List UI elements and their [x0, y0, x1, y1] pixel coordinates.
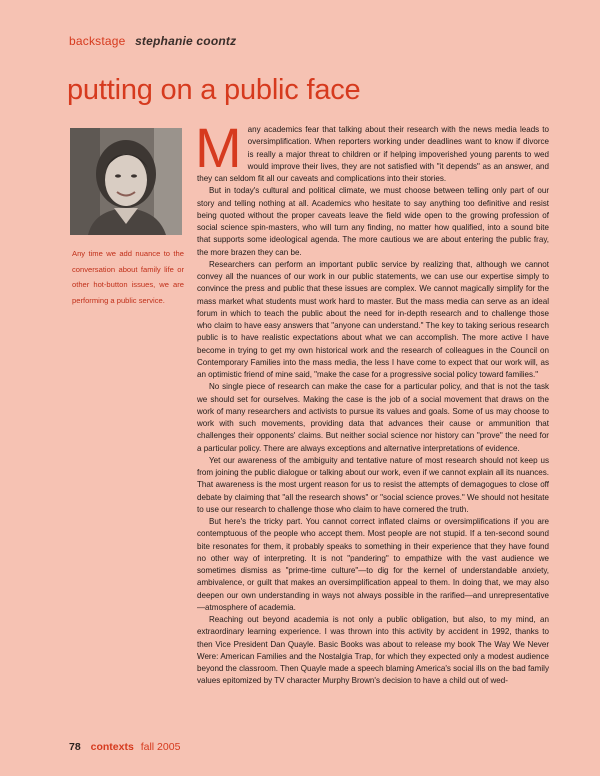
- drop-cap: M: [195, 116, 242, 179]
- article-body: [195, 116, 549, 688]
- paragraph: Yet our awareness of the ambiguity and tentative nature of most research should not keep us from joining the public dialogue or talking about our work, even if we cannot explain all its nuances. That awareness is the most urgent reason for us to resist the attempts of demagogues to close off debate by claiming that "all the research shows" or "social science proves." We should not hesitate to use our research to challenge those who claim to have cornered the truth.: [197, 455, 549, 514]
- paragraph: No single piece of research can make the case for a particular policy, and that is not the task we should set for ourselves. Making the case is the job of a social movement that draws on the work of many researchers and activists to pursue its values and goals. Some of us may choose to work with such movements, providing data that advances their cause or ammunition that challenges their opponents' claims. But neither social science nor history can "prove" the need for a particular policy. There are always exceptions and alternative interpretations of evidence.: [197, 382, 549, 453]
- pull-quote-caption: Any time we add nuance to the conversation about family life or other hot-button issues, we are performing a public service.: [72, 249, 184, 305]
- issue-label: fall 2005: [140, 741, 181, 753]
- portrait-image: [70, 128, 182, 235]
- section-label: backstage: [69, 34, 126, 48]
- running-header: [69, 34, 236, 48]
- paragraph: [195, 116, 549, 185]
- paragraph: But here's the tricky part. You cannot correct inflated claims or oversimplifications if you are contemptuous of the people who accept them. Most people are not stupid. If a ten-second sound bite resonates for them, it probably speaks to something in their experience that they have found no other way of interpreting. It is not "pandering" to empathize with the vast audience we sometimes dismiss as "prime-time culture"—to dig for the kernel of understandable anxiety, ambivalence, or guilt that makes an oversimplification appeal to them. In doing that, we may also deepen our own understanding in ways not always possible in the rarified—and unrepresentative—atmosphere of academia.: [197, 517, 549, 612]
- paragraph-text: any academics fear that talking about their research with the news media leads to oversimplification. When reporters working under deadlines want to know if divorce is really a major threat to children or if helping impoverished young parents to wed would improve their lives, they are not satisfied with "it depends" as an answer, and they can seldom fit all our caveats and complications into their stories.: [197, 125, 549, 183]
- magazine-name: contexts: [90, 741, 134, 753]
- author-photo: [70, 128, 182, 235]
- page-footer: [69, 741, 180, 753]
- paragraph: Researchers can perform an important public service by realizing that, although we cannot convey all the nuances of our work in our public statements, we can use our expertise simply to convince the press and public that these issues are complex. We cannot magically simplify for the mass market what students must work hard to master. But the mass media can serve as an ideal forum in which to teach the public about the need for in-depth research and to challenge those who claim to have easy answers that "anyone can understand." The key to taking serious research public is to have realistic expectations about what we can accomplish. The more active I have become in trying to get my own historical work and the research of colleagues in the Council on Contemporary Families into the mass media, the less I have come to expect that our work will, as an optimistic friend of mine said, "make the case for a progressive social policy toward families.": [197, 259, 549, 379]
- article-title: putting on a public face: [67, 74, 361, 106]
- paragraph: Reaching out beyond academia is not only a public obligation, but also, to my mind, an extraordinary learning experience. I was thrown into this activity by accident in 1992, thanks to then Vice President Dan Quayle. Basic Books was about to release my book The Way We Never Were: American Families and the Nostalgia Trap, for which they expected only a modest audience beyond the classroom. Then Quayle made a speech blaming America's social ills on the bad family values epitomized by TV character Murphy Brown's decision to have a child out of wed-: [197, 615, 549, 686]
- paragraph: But in today's cultural and political climate, we must choose between telling only part of our story and telling nothing at all. Academics who hesitate to say anything too definitive and resist being quoted without the proper caveats leave the field wide open to the growing profession of social science spin-masters, who will turn any finding, no matter how qualified, into a sound bite that supports some ideological agenda. The more cautious we are about entering the public fray, the more brazen they can be.: [197, 186, 549, 257]
- author-name: stephanie coontz: [135, 34, 237, 48]
- page-number: 78: [69, 741, 81, 753]
